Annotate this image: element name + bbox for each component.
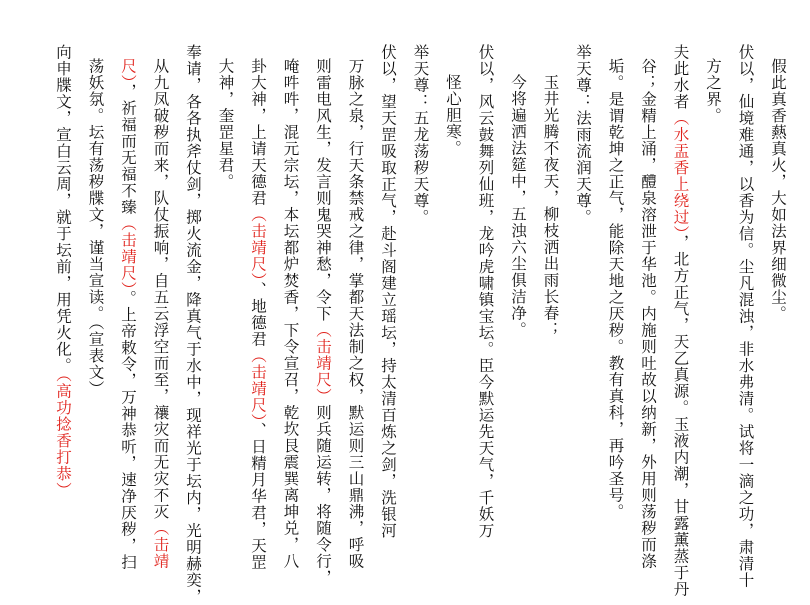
text-segment: 谷；金精上涌，醴泉溶泄于华池。内施则吐故以纳新，外用则荡秽而涤: [639, 58, 657, 570]
ritual-instruction: 尺）: [119, 58, 137, 84]
text-segment: 玉井光腾不夜天，柳枝洒出雨长春；: [541, 74, 560, 338]
text-segment: 万脉之泉，行天条禁戒之律，掌都天法制之权，默运则三山鼎沸，呼吸: [346, 58, 365, 570]
text-segment: 。上帝敕令，万神恭听，速净厌秽，扫: [119, 290, 137, 571]
text-segment: ，北方正气，天乙真源。玉液内潮，甘露薰蒸于丹: [671, 234, 690, 598]
text-column: [339, 44, 372, 584]
text-segment: 向申牒文，宣白云周，就于坛前，用凭火化。: [54, 44, 72, 374]
text-column: [242, 44, 275, 584]
text-segment: 举天尊：五龙荡秽天尊。: [411, 44, 430, 226]
text-column: [404, 44, 437, 584]
text-segment: ，祈福而无福不臻: [119, 83, 137, 216]
text-segment: 唵吽吽，混元宗坛，本坛都炉焚香，下令宣召，乾坎艮震巽离坤兑，八: [281, 58, 300, 570]
text-column: [567, 44, 600, 584]
text-segment: 荡妖氛。坛有荡秽牒文，谨当宣读。（宣表文）: [86, 58, 105, 397]
text-column: [697, 44, 730, 584]
text-segment: 伏以，望天罡吸取正气，赴斗阁建立瑶坛，持太清百炼之剑，洗银河: [379, 44, 397, 539]
ritual-instruction: （击靖尺）: [249, 206, 267, 282]
text-segment: 则雷电风生，发言则鬼哭神愁，令下: [314, 58, 332, 322]
text-segment: 伏以，风云鼓舞列仙班，龙吟虎啸镇宝坛。臣今默运先天气，千妖万: [476, 44, 495, 539]
text-segment: 奉请，各各执斧仗剑，掷火流金，降真气于水中，现祥光于坛内，光明赫奕，: [184, 44, 202, 605]
text-column: [469, 44, 502, 584]
text-segment: 从九凤破秽而来，队仗振响，自五云浮空而至，禳灾而无灾不灭: [151, 58, 170, 520]
text-column: [144, 44, 177, 584]
text-column: [47, 44, 80, 584]
ritual-instruction: （击靖尺）: [119, 215, 137, 290]
text-column: [534, 44, 567, 584]
ritual-instruction: （击靖尺）: [314, 322, 332, 405]
text-segment: 假此真香爇真火，大如法界细微尘。: [769, 58, 787, 322]
text-column: [599, 44, 632, 584]
text-column: [372, 44, 405, 584]
text-column: [209, 44, 242, 584]
text-column: [177, 44, 210, 605]
text-segment: 大神，奎罡星君。: [216, 58, 235, 190]
text-segment: 夫此水者: [671, 44, 690, 110]
text-segment: 、地德君: [249, 281, 267, 348]
text-column: [502, 44, 535, 584]
vertical-text-body: [47, 44, 795, 605]
text-column: [632, 44, 665, 584]
text-segment: 则兵随运转，将随令行，: [314, 404, 332, 586]
text-segment: 怪心胆寒。: [444, 74, 462, 157]
ritual-instruction: （水盂香上绕过）: [671, 110, 690, 235]
text-segment: 伏以，仙境难通，以香为信。尘凡混浊，非水弗清。试将一滴之功，肃清十: [736, 44, 755, 589]
text-column: [79, 44, 112, 584]
text-column: [664, 44, 697, 598]
text-segment: 今将遍洒法筵中，五浊六尘俱洁净。: [509, 74, 527, 338]
ritual-instruction: （击靖尺）: [249, 347, 267, 422]
text-column: [307, 44, 340, 584]
text-segment: 卦大神，上请天德君: [249, 58, 267, 207]
text-segment: 、日精月华君，天罡: [249, 422, 267, 571]
ritual-instruction: （击靖: [151, 520, 170, 570]
text-column: [274, 44, 307, 584]
text-segment: 举天尊：法雨流润天尊。: [574, 44, 592, 226]
text-segment: 方之界。: [704, 58, 722, 124]
text-column: [762, 44, 795, 584]
text-segment: 垢。是谓乾坤之正气，能除天地之厌秽。教有真科，再吟圣号。: [606, 58, 625, 520]
ritual-instruction: （高功捻香打恭）: [54, 374, 72, 499]
text-column: [729, 44, 762, 589]
text-column: [112, 44, 145, 584]
text-column: [437, 44, 470, 584]
